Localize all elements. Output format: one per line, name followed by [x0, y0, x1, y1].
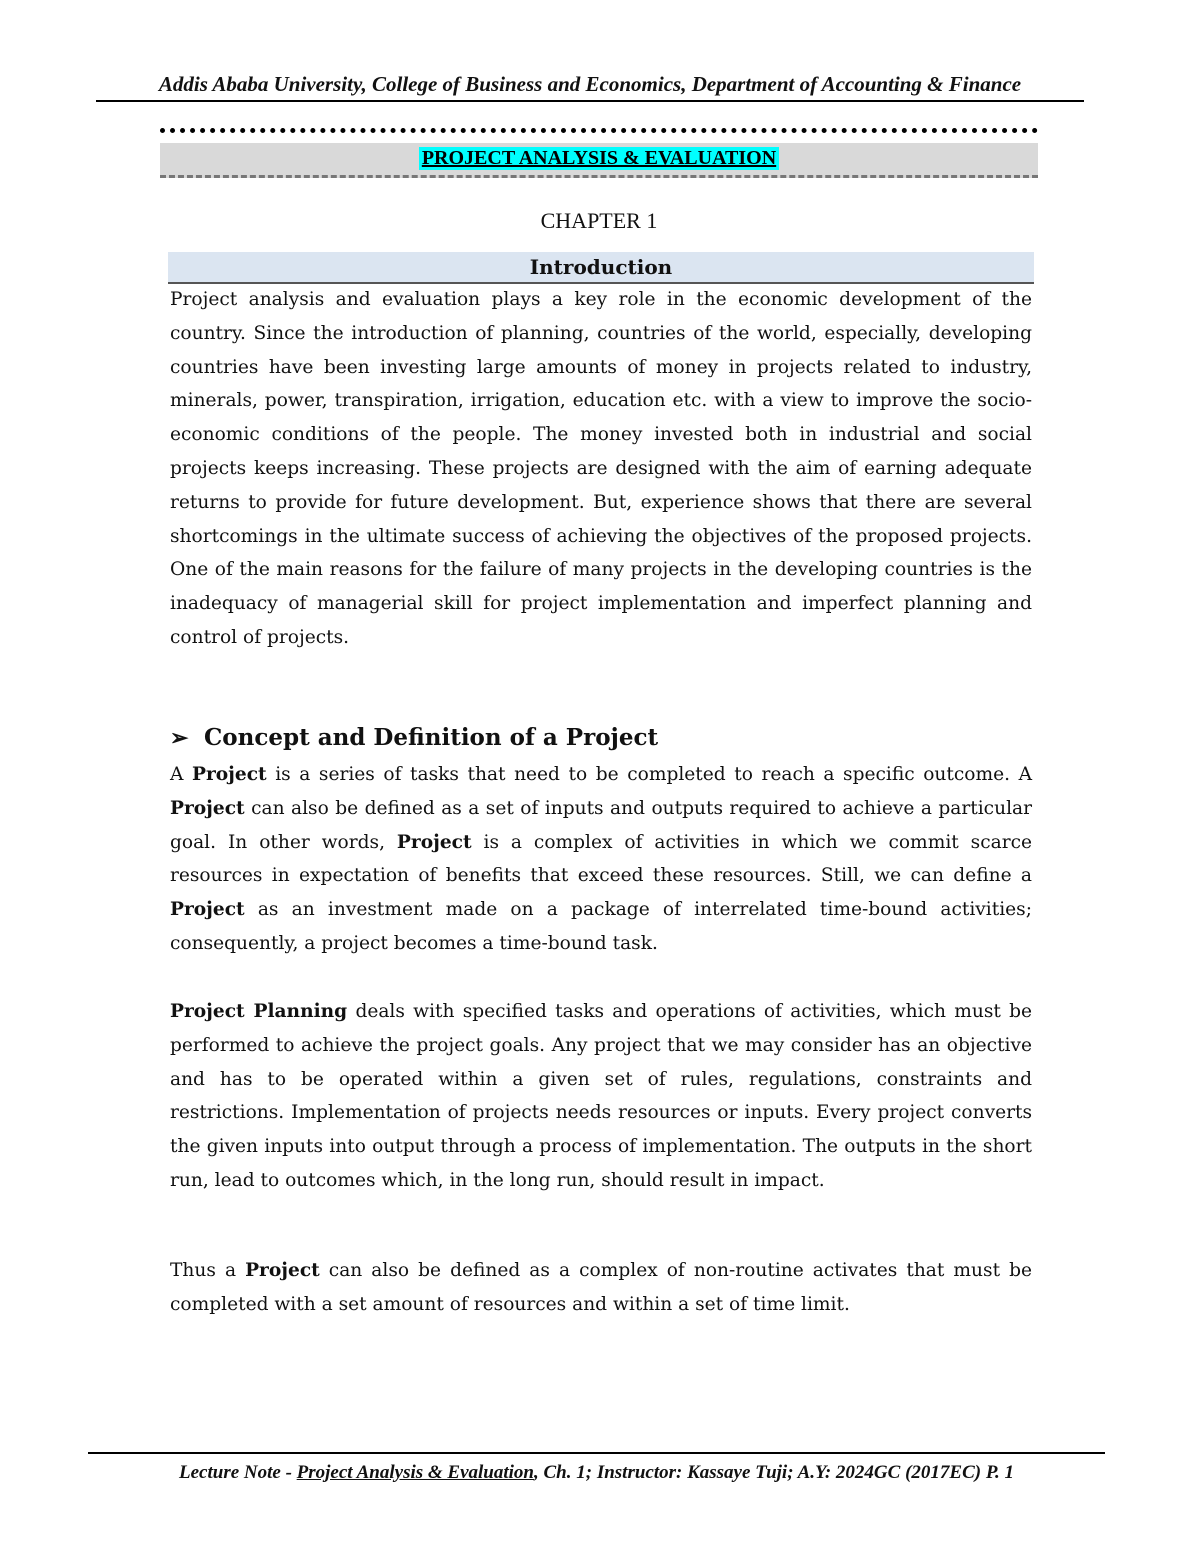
- planning-paragraph: [170, 995, 1032, 1198]
- footer-course-title: Project Analysis & Evaluation: [296, 1462, 534, 1483]
- section-title: [170, 720, 1032, 756]
- course-title: PROJECT ANALYSIS & EVALUATION: [419, 147, 779, 170]
- page-header: Addis Ababa University, College of Business and Economics, Department of Accounting & Finance: [96, 72, 1084, 102]
- course-banner: [160, 128, 1038, 178]
- footer-prefix: Lecture Note -: [179, 1462, 297, 1483]
- intro-paragraph: Project analysis and evaluation plays a key role in the economic development of the country. Since the introduction of planning, countries of the world, especially, developing countries have been investing large amounts of money in projects related to industry, minerals, power, transpiration, irrigation, education etc. with a view to improve the socio-economic conditions of the people. The money invested both in industrial and social projects keeps increasing. These projects are designed with the aim of earning adequate returns to provide for future development. But, experience shows that there are several shortcomings in the ultimate success of achieving the objectives of the proposed projects. One of the main reasons for the failure of many projects in the developing countries is the inadequacy of managerial skill for project implementation and imperfect planning and control of projects.: [170, 289, 1032, 648]
- bold-term: Project Planning: [170, 1001, 348, 1022]
- page-footer: [88, 1452, 1105, 1484]
- chapter-label: CHAPTER 1: [540, 208, 658, 233]
- section-heading-introduction: Introduction: [168, 252, 1034, 284]
- banner-band: [160, 143, 1038, 178]
- footer-suffix: , Ch. 1; Instructor: Kassaye Tuji; A.Y: 2024GC (2017EC) P. 1: [534, 1462, 1014, 1483]
- text-run: can also be defined as a complex of non-routine activates that must be completed with a set amount of resources and within a set of time limit.: [170, 1260, 1032, 1315]
- section-title-text: Concept and Definition of a Project: [204, 724, 659, 751]
- text-run: A: [170, 764, 192, 785]
- dotted-divider: [160, 128, 1038, 139]
- bold-term: Project: [245, 1260, 320, 1281]
- text-run: deals with specified tasks and operations of activities, which must be performed to achieve the project goals. Any project that we may consider has an objective and has to be operated within a given set of rules, regulations, constraints and restrictions. Implementation of projects needs resources or inputs. Every project converts the given inputs into output through a process of implementation. The outputs in the short run, lead to outcomes which, in the long run, should result in impact.: [170, 1001, 1032, 1191]
- text-run: Thus a: [170, 1260, 246, 1281]
- definition-paragraph: [170, 758, 1032, 961]
- text-run: is a complex of activities in which we commit scarce resources in expectation of benefits that exceed these resources. Still, we can define a: [170, 831, 1033, 887]
- arrow-bullet-icon: ➢: [170, 725, 189, 751]
- bold-term: Project: [170, 797, 245, 819]
- bold-term: Project: [396, 831, 472, 853]
- text-run: can also be defined as a set of inputs and outputs required to achieve a particular goal. In other words,: [170, 797, 1032, 853]
- text-run: as an investment made on a package of interrelated time-bound activities; consequently, a project becomes a time-bound task.: [170, 899, 1032, 954]
- text-run: is a series of tasks that need to be completed to reach a specific outcome. A: [266, 764, 1033, 785]
- bold-term: Project: [170, 899, 245, 921]
- bold-term: Project: [192, 764, 267, 785]
- summary-paragraph: [170, 1254, 1032, 1322]
